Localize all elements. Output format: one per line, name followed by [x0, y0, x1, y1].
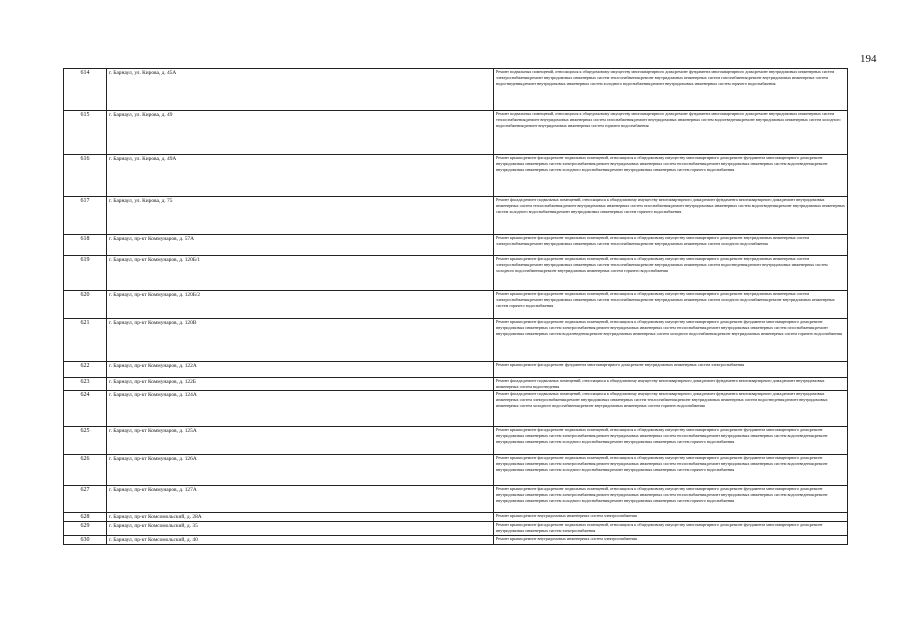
address-cell: г. Барнаул, пр-кт Коммунаров, д. 124А — [107, 391, 494, 427]
works-cell: Ремонт крыши;ремонт внутридомовых инженерных систем электроснабжения — [494, 536, 848, 545]
table-row — [64, 513, 848, 522]
address-cell: г. Барнаул, ул. Кирова, д. 45А — [107, 69, 494, 111]
row-number-cell: 620 — [64, 291, 107, 319]
table-row — [64, 319, 848, 362]
row-number-cell: 628 — [64, 513, 107, 522]
works-cell: Ремонт крыши;ремонт внутридомовых инженерных систем электроснабжения — [494, 513, 848, 522]
table-row — [64, 235, 848, 256]
address-cell: г. Барнаул, пр-кт Коммунаров, д. 57А — [107, 235, 494, 256]
row-number-cell: 615 — [64, 111, 107, 155]
works-cell: Ремонт крыши;ремонт фасада;ремонт подвальных помещений, относящихся к общедомовому имуществу многоквартирного дома;ремонт фундамента многоквартирного дома;ремонт внутридомовых инженерных систем электроснабжения;ремонт внутридомовых инженерных систем теплоснабжения;ремонт внутридомовых инженерных систем водоотведения;ремонт внутридомовых инженерных систем холодного водоснабжения;ремонт внутридомовых инженерных систем горячего водоснабжения — [494, 155, 848, 197]
row-number-cell: 616 — [64, 155, 107, 197]
row-number-cell: 622 — [64, 362, 107, 378]
address-cell: г. Барнаул, пр-кт Коммунаров, д. 126А — [107, 455, 494, 486]
address-cell: г. Барнаул, пр-кт Комсомольский, д. 35 — [107, 522, 494, 536]
table-row — [64, 291, 848, 319]
address-cell: г. Барнаул, пр-кт Коммунаров, д. 127А — [107, 486, 494, 513]
works-cell: Ремонт крыши;ремонт фасада;ремонт подвальных помещений, относящихся к общедомовому имуществу многоквартирного дома;ремонт фундамента многоквартирного дома;ремонт внутридомовых инженерных систем электроснабжения;ремонт внутридомовых инженерных систем теплоснабжения;ремонт внутридомовых инженерных систем водоотведения;ремонт внутридомовых инженерных систем холодного водоснабжения;ремонт внутридомовых инженерных систем горячего водоснабжения — [494, 427, 848, 455]
works-cell: Ремонт подвальных помещений, относящихся к общедомовому имуществу многоквартирного дома;ремонт фундамента многоквартирного дома;ремонт внутридомовых инженерных систем теплоснабжения;ремонт внутридомовых инженерных систем газоснабжения;ремонт внутридомовых инженерных систем водоотведения;ремонт внутридомовых инженерных систем холодного водоснабжения;ремонт внутридомовых инженерных систем горячего водоснабжения — [494, 111, 848, 155]
row-number-cell: 614 — [64, 69, 107, 111]
address-cell: г. Барнаул, пр-кт Коммунаров, д. 120Б/2 — [107, 291, 494, 319]
register-table-body — [64, 69, 848, 545]
row-number-cell: 626 — [64, 455, 107, 486]
row-number-cell: 617 — [64, 197, 107, 235]
table-row — [64, 427, 848, 455]
table-row — [64, 391, 848, 427]
works-cell: Ремонт фасада;ремонт подвальных помещений, относящихся к общедомовому имуществу многоквартирного дома;ремонт фундамента многоквартирного дома;ремонт внутридомовых инженерных систем электроснабжения;ремонт внутридомовых инженерных систем теплоснабжения;ремонт внутридомовых инженерных систем водоотведения;ремонт внутридомовых инженерных систем холодного водоснабжения;ремонт внутридомовых инженерных систем горячего водоснабжения — [494, 391, 848, 427]
row-number-cell: 629 — [64, 522, 107, 536]
works-cell: Ремонт крыши;ремонт фасада;ремонт подвальных помещений, относящихся к общедомовому имуществу многоквартирного дома;ремонт внутридомовых инженерных систем электроснабжения;ремонт внутридомовых инженерных систем теплоснабжения;ремонт внутридомовых инженерных систем холодного водоснабжения — [494, 235, 848, 256]
row-number-cell: 619 — [64, 256, 107, 291]
works-cell: Ремонт крыши;ремонт фасада;ремонт фундамента многоквартирного дома;ремонт внутридомовых инженерных систем электроснабжения — [494, 362, 848, 378]
table-row — [64, 378, 848, 391]
table-row — [64, 522, 848, 536]
works-cell: Ремонт фасада;ремонт подвальных помещений, относящихся к общедомовому имуществу многоквартирного дома;ремонт фундамента многоквартирного дома;ремонт внутридомовых инженерных систем водоотведения — [494, 378, 848, 391]
works-cell: Ремонт подвальных помещений, относящихся к общедомовому имуществу многоквартирного дома;ремонт фундамента многоквартирного дома;ремонт внутридомовых инженерных систем электроснабжения;ремонт внутридомовых инженерных систем теплоснабжения;ремонт внутридомовых инженерных систем газоснабжения;ремонт внутридомовых инженерных систем водоотведения;ремонт внутридомовых инженерных систем холодного водоснабжения;ремонт внутридомовых инженерных систем горячего водоснабжения — [494, 69, 848, 111]
works-cell: Ремонт фасада;ремонт подвальных помещений, относящихся к общедомовому имуществу многоквартирного дома;ремонт фундамента многоквартирного дома;ремонт внутридомовых инженерных систем теплоснабжения;ремонт внутридомовых инженерных систем газоснабжения;ремонт внутридомовых инженерных систем водоотведения;ремонт внутридомовых инженерных систем холодного водоснабжения;ремонт внутридомовых инженерных систем горячего водоснабжения — [494, 197, 848, 235]
address-cell: г. Барнаул, пр-кт Комсомольский, д. 40 — [107, 536, 494, 545]
row-number-cell: 624 — [64, 391, 107, 427]
row-number-cell: 627 — [64, 486, 107, 513]
works-cell: Ремонт крыши;ремонт фасада;ремонт подвальных помещений, относящихся к общедомовому имуществу многоквартирного дома;ремонт фундамента многоквартирного дома;ремонт внутридомовых инженерных систем электроснабжения;ремонт внутридомовых инженерных систем теплоснабжения;ремонт внутридомовых инженерных систем водоотведения;ремонт внутридомовых инженерных систем холодного водоснабжения;ремонт внутридомовых инженерных систем горячего водоснабжения — [494, 455, 848, 486]
address-cell: г. Барнаул, пр-кт Коммунаров, д. 120Б/1 — [107, 256, 494, 291]
row-number-cell: 618 — [64, 235, 107, 256]
page-number: 194 — [860, 53, 877, 65]
address-cell: г. Барнаул, пр-кт Коммунаров, д. 125А — [107, 427, 494, 455]
address-cell: г. Барнаул, пр-кт Коммунаров, д. 120В — [107, 319, 494, 362]
works-cell: Ремонт крыши;ремонт фасада;ремонт подвальных помещений, относящихся к общедомовому имуществу многоквартирного дома;ремонт фундамента многоквартирного дома;ремонт внутридомовых инженерных систем электроснабжения;ремонт внутридомовых инженерных систем теплоснабжения;ремонт внутридомовых инженерных систем водоотведения;ремонт внутридомовых инженерных систем холодного водоснабжения;ремонт внутридомовых инженерных систем горячего водоснабжения — [494, 486, 848, 513]
works-cell: Ремонт крыши;ремонт фасада;ремонт подвальных помещений, относящихся к общедомовому имуществу многоквартирного дома;ремонт фундамента многоквартирного дома;ремонт внутридомовых инженерных систем электроснабжения;ремонт внутридомовых инженерных систем теплоснабжения;ремонт внутридомовых инженерных систем газоснабжения;ремонт внутридомовых инженерных систем водоотведения;ремонт внутридомовых инженерных систем холодного водоснабжения;ремонт внутридомовых инженерных систем горячего водоснабжения — [494, 319, 848, 362]
table-row — [64, 197, 848, 235]
address-cell: г. Барнаул, ул. Кирова, д. 49 — [107, 111, 494, 155]
address-cell: г. Барнаул, пр-кт Коммунаров, д. 122А — [107, 362, 494, 378]
table-row — [64, 256, 848, 291]
row-number-cell: 625 — [64, 427, 107, 455]
register-table — [63, 68, 848, 545]
table-row — [64, 536, 848, 545]
address-cell: г. Барнаул, пр-кт Коммунаров, д. 122Б — [107, 378, 494, 391]
table-row — [64, 362, 848, 378]
table-row — [64, 486, 848, 513]
address-cell: г. Барнаул, ул. Кирова, д. 49А — [107, 155, 494, 197]
address-cell: г. Барнаул, ул. Кирова, д. 75 — [107, 197, 494, 235]
works-cell: Ремонт крыши;ремонт фасада;ремонт подвальных помещений, относящихся к общедомовому имуществу многоквартирного дома;ремонт фундамента многоквартирного дома;ремонт внутридомовых инженерных систем электроснабжения — [494, 522, 848, 536]
table-row — [64, 69, 848, 111]
table-row — [64, 155, 848, 197]
works-cell: Ремонт крыши;ремонт фасада;ремонт подвальных помещений, относящихся к общедомовому имуществу многоквартирного дома;ремонт внутридомовых инженерных систем электроснабжения;ремонт внутридомовых инженерных систем теплоснабжения;ремонт внутридомовых инженерных систем водоотведения;ремонт внутридомовых инженерных систем холодного водоснабжения;ремонт внутридомовых инженерных систем горячего водоснабжения — [494, 256, 848, 291]
works-cell: Ремонт крыши;ремонт фасада;ремонт подвальных помещений, относящихся к общедомовому имуществу многоквартирного дома;ремонт внутридомовых инженерных систем электроснабжения;ремонт внутридомовых инженерных систем теплоснабжения;ремонт внутридомовых инженерных систем холодного водоснабжения;ремонт внутридомовых инженерных систем горячего водоснабжения — [494, 291, 848, 319]
table-row — [64, 455, 848, 486]
table-row — [64, 111, 848, 155]
row-number-cell: 630 — [64, 536, 107, 545]
row-number-cell: 623 — [64, 378, 107, 391]
address-cell: г. Барнаул, пр-кт Комсомольский, д. 28А — [107, 513, 494, 522]
row-number-cell: 621 — [64, 319, 107, 362]
